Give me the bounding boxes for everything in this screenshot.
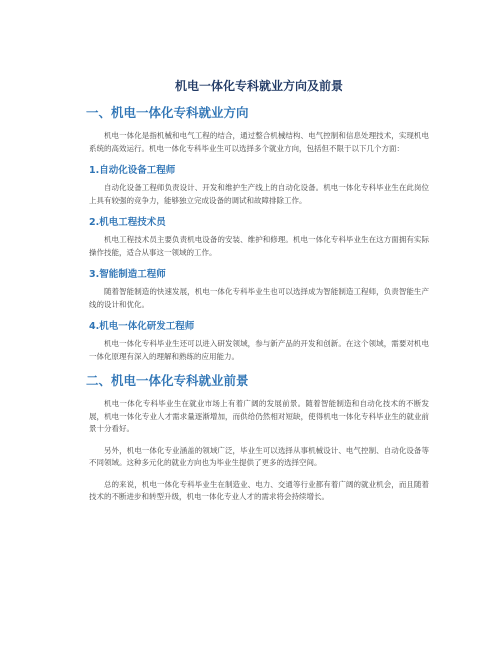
prospects-paragraph-1: 机电一体化专科毕业生在就业市场上有着广阔的发展前景。随着智能制造和自动化技术的不断发展，机电一体化专业人才需求量逐渐增加，而供给仍然相对短缺，使得机电一体化专科毕业生的就业前景十分看好。 bbox=[89, 399, 429, 433]
subheading-rd-engineer: 4.机电一体化研发工程师 bbox=[89, 321, 195, 332]
subheading-automation-engineer: 1.自动化设备工程师 bbox=[89, 165, 176, 176]
paragraph-automation-engineer: 自动化设备工程师负责设计、开发和维护生产线上的自动化设备。机电一体化专科毕业生在此岗位上具有较强的竞争力，能够独立完成设备的调试和故障排除工作。 bbox=[89, 183, 429, 205]
subheading-electromechanical-technician: 2.机电工程技术员 bbox=[89, 217, 166, 228]
subheading-smart-manufacturing-engineer: 3.智能制造工程师 bbox=[89, 269, 166, 280]
section1-intro: 机电一体化是指机械和电气工程的结合，通过整合机械结构、电气控制和信息处理技术，实现机电系统的高效运行。机电一体化专科毕业生可以选择多个就业方向，包括但不限于以下几个方面： bbox=[89, 131, 429, 153]
prospects-paragraph-3: 总的来说，机电一体化专科毕业生在制造业、电力、交通等行业都有着广阔的就业机会，而且随着技术的不断进步和转型升级，机电一体化专业人才的需求将会持续增长。 bbox=[89, 479, 429, 501]
paragraph-smart-manufacturing-engineer: 随着智能制造的快速发展，机电一体化专科毕业生也可以选择成为智能制造工程师，负责智能生产线的设计和优化。 bbox=[89, 287, 429, 309]
section-heading-employment-prospects: 二、机电一体化专科就业前景 bbox=[86, 373, 249, 388]
paragraph-rd-engineer: 机电一体化专科毕业生还可以进入研发领域，参与新产品的开发和创新。在这个领域，需要对机电一体化原理有深入的理解和熟练的应用能力。 bbox=[89, 339, 429, 361]
section-heading-employment-directions: 一、机电一体化专科就业方向 bbox=[86, 105, 249, 120]
paragraph-electromechanical-technician: 机电工程技术员主要负责机电设备的安装、维护和修理。机电一体化专科毕业生在这方面拥有实际操作技能，适合从事这一领域的工作。 bbox=[89, 235, 429, 257]
document-title: 机电一体化专科就业方向及前景 bbox=[174, 79, 343, 93]
prospects-paragraph-2: 另外，机电一体化专业涵盖的领域广泛，毕业生可以选择从事机械设计、电气控制、自动化设备等不同领域。这种多元化的就业方向也为毕业生提供了更多的选择空间。 bbox=[89, 445, 429, 467]
document-body bbox=[86, 78, 429, 513]
